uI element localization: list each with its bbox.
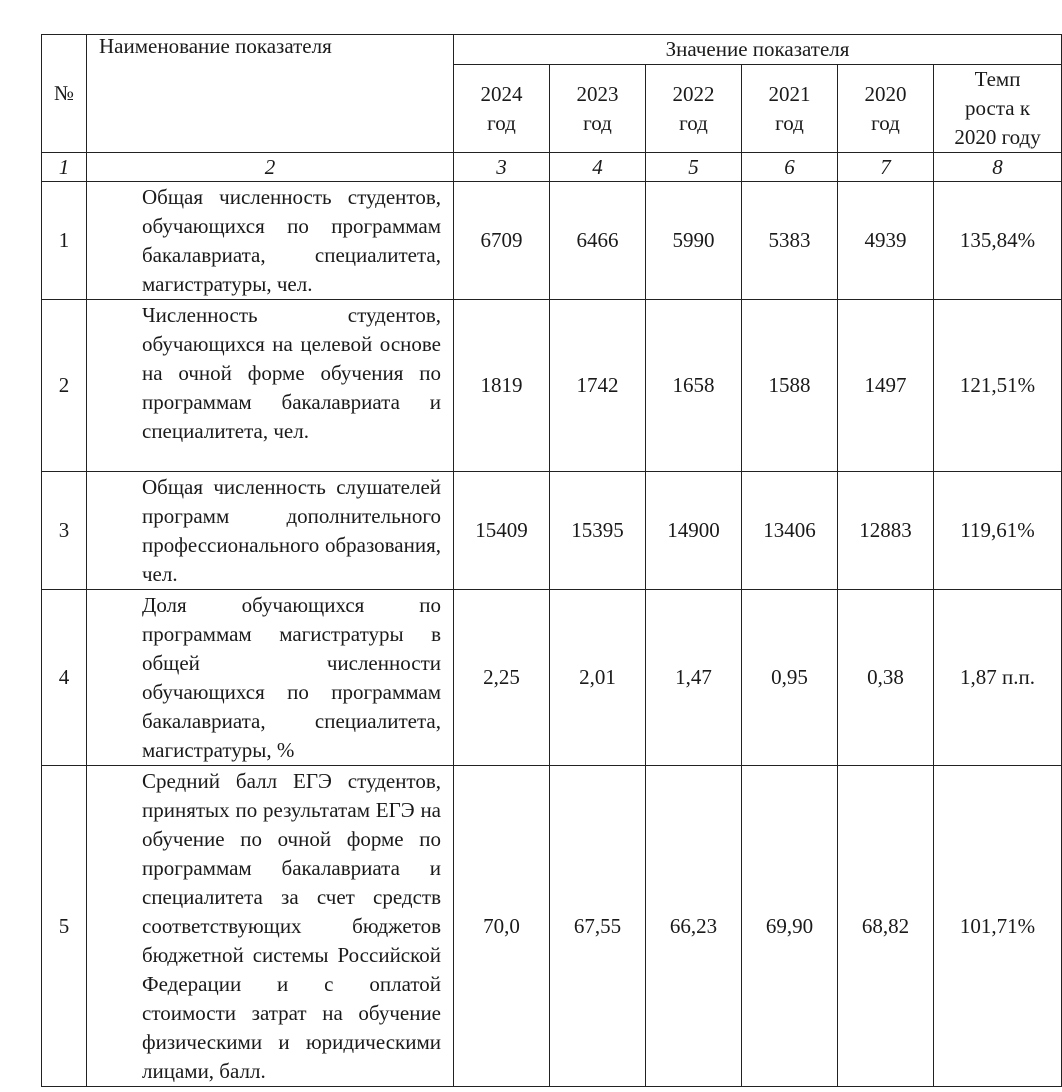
table-row	[42, 766, 1062, 1087]
value-cell: 13406	[742, 472, 838, 590]
col-header-value-group: Значение показателя	[454, 35, 1062, 65]
col-header-year: 2024 год	[454, 65, 550, 153]
value-cell: 0,95	[742, 590, 838, 766]
col-header-year: 2020 год	[838, 65, 934, 153]
indicator-name: Численность студентов, обучающихся на целевой основе на очной форме обучения по программам бакалавриата и специалитета, чел.	[87, 300, 454, 472]
value-cell: 4939	[838, 182, 934, 300]
growth-cell: 1,87 п.п.	[934, 590, 1062, 766]
value-cell: 1497	[838, 300, 934, 472]
column-index: 4	[550, 153, 646, 182]
value-cell: 5383	[742, 182, 838, 300]
value-cell: 67,55	[550, 766, 646, 1087]
col-header-year: 2021 год	[742, 65, 838, 153]
value-cell: 6709	[454, 182, 550, 300]
value-cell: 1658	[646, 300, 742, 472]
growth-cell: 135,84%	[934, 182, 1062, 300]
column-index: 3	[454, 153, 550, 182]
value-cell: 15409	[454, 472, 550, 590]
row-number: 1	[42, 182, 87, 300]
col-header-growth: Темп роста к 2020 году	[934, 65, 1062, 153]
row-number: 5	[42, 766, 87, 1087]
col-header-year: 2022 год	[646, 65, 742, 153]
value-cell: 5990	[646, 182, 742, 300]
row-number: 4	[42, 590, 87, 766]
growth-cell: 121,51%	[934, 300, 1062, 472]
col-header-name: Наименование показателя	[87, 35, 454, 153]
indicator-name: Средний балл ЕГЭ студентов, принятых по результатам ЕГЭ на обучение по очной форме по программам бакалавриата и специалитета за счет средств соответствующих бюджетов бюджетной системы Российской Федерации и с оплатой стоимости затрат на обучение физическими и юридическими лицами, балл.	[87, 766, 454, 1087]
value-cell: 2,01	[550, 590, 646, 766]
value-cell: 66,23	[646, 766, 742, 1087]
row-number: 2	[42, 300, 87, 472]
value-cell: 69,90	[742, 766, 838, 1087]
indicator-name: Доля обучающихся по программам магистратуры в общей численности обучающихся по программам бакалавриата, специалитета, магистратуры, %	[87, 590, 454, 766]
indicator-name: Общая численность слушателей программ дополнительного профессионального образования, чел.	[87, 472, 454, 590]
indicators-table	[41, 34, 1062, 1087]
column-index: 7	[838, 153, 934, 182]
value-cell: 15395	[550, 472, 646, 590]
value-cell: 70,0	[454, 766, 550, 1087]
growth-cell: 101,71%	[934, 766, 1062, 1087]
table-row	[42, 300, 1062, 472]
col-header-year: 2023 год	[550, 65, 646, 153]
column-index: 2	[87, 153, 454, 182]
growth-cell: 119,61%	[934, 472, 1062, 590]
row-number: 3	[42, 472, 87, 590]
column-index: 8	[934, 153, 1062, 182]
value-cell: 2,25	[454, 590, 550, 766]
col-header-number: №	[42, 35, 87, 153]
column-index: 1	[42, 153, 87, 182]
value-cell: 12883	[838, 472, 934, 590]
value-cell: 68,82	[838, 766, 934, 1087]
column-index-row	[42, 153, 1062, 182]
table-row	[42, 590, 1062, 766]
value-cell: 14900	[646, 472, 742, 590]
indicator-name: Общая численность студентов, обучающихся по программам бакалавриата, специалитета, магистратуры, чел.	[87, 182, 454, 300]
value-cell: 1742	[550, 300, 646, 472]
header-row	[42, 35, 1062, 65]
table-row	[42, 472, 1062, 590]
column-index: 6	[742, 153, 838, 182]
value-cell: 1819	[454, 300, 550, 472]
table-row	[42, 182, 1062, 300]
value-cell: 6466	[550, 182, 646, 300]
value-cell: 1588	[742, 300, 838, 472]
column-index: 5	[646, 153, 742, 182]
value-cell: 1,47	[646, 590, 742, 766]
value-cell: 0,38	[838, 590, 934, 766]
